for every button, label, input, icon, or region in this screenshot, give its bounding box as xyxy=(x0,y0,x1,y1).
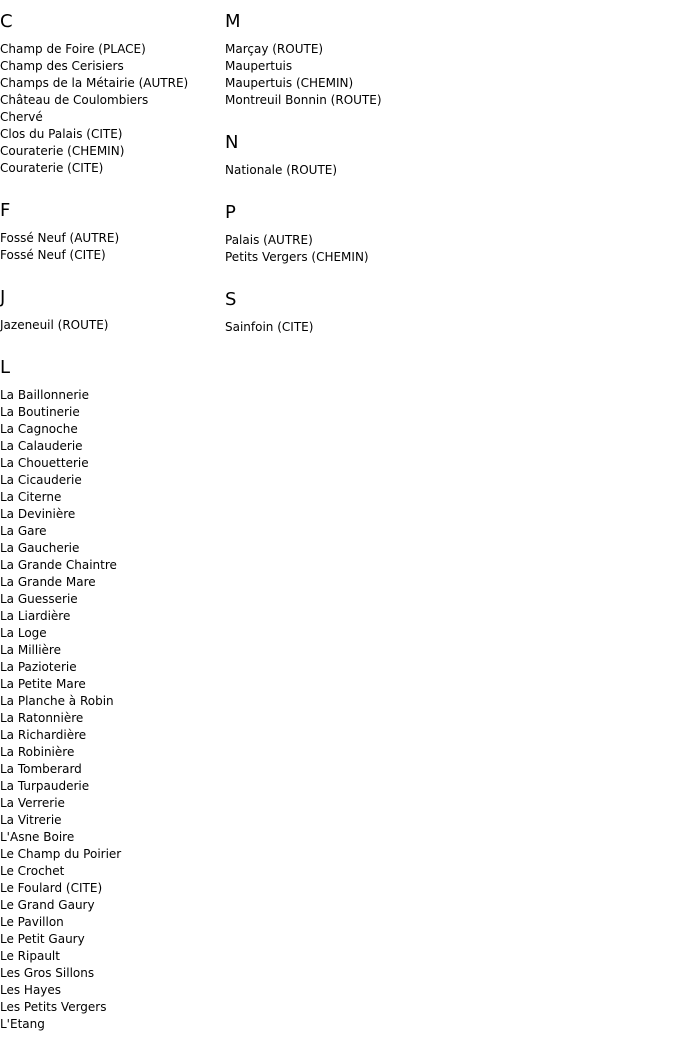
street-link-la-gare[interactable]: La Gare xyxy=(0,524,47,538)
street-link-la-robiniere[interactable]: La Robinière xyxy=(0,745,75,759)
street-list xyxy=(0,41,225,177)
street-link-la-grande-chaintre[interactable]: La Grande Chaintre xyxy=(0,558,117,572)
letter-heading: J xyxy=(0,287,6,308)
street-link-l-etang[interactable]: L'Etang xyxy=(0,1017,45,1031)
street-link-l-asne-boire[interactable]: L'Asne Boire xyxy=(0,830,75,844)
letter-heading: N xyxy=(225,132,239,153)
street-link-la-turpauderie[interactable]: La Turpauderie xyxy=(0,779,90,793)
street-list xyxy=(225,232,665,266)
street-link-le-pavillon[interactable]: Le Pavillon xyxy=(0,915,64,929)
street-link-la-boutinerie[interactable]: La Boutinerie xyxy=(0,405,80,419)
street-list xyxy=(0,387,225,1033)
street-list xyxy=(225,41,665,109)
street-link-fosse-neuf-cite[interactable]: Fossé Neuf (CITE) xyxy=(0,248,106,262)
letter-section-c xyxy=(0,11,225,177)
street-link-montreuil-bonnin-route[interactable]: Montreuil Bonnin (ROUTE) xyxy=(225,93,382,107)
street-link-la-chouetterie[interactable]: La Chouetterie xyxy=(0,456,89,470)
street-link-les-petits-vergers[interactable]: Les Petits Vergers xyxy=(0,1000,107,1014)
street-list xyxy=(225,162,665,179)
street-link-la-richardiere[interactable]: La Richardière xyxy=(0,728,87,742)
street-link-le-champ-du-poirier[interactable]: Le Champ du Poirier xyxy=(0,847,122,861)
street-link-la-citerne[interactable]: La Citerne xyxy=(0,490,62,504)
street-link-champ-des-cerisiers[interactable]: Champ des Cerisiers xyxy=(0,59,124,73)
letter-heading: F xyxy=(0,200,11,221)
street-link-clos-du-palais-cite[interactable]: Clos du Palais (CITE) xyxy=(0,127,123,141)
street-link-la-gaucherie[interactable]: La Gaucherie xyxy=(0,541,80,555)
street-link-les-gros-sillons[interactable]: Les Gros Sillons xyxy=(0,966,95,980)
street-link-le-petit-gaury[interactable]: Le Petit Gaury xyxy=(0,932,85,946)
street-link-marcay-route[interactable]: Marçay (ROUTE) xyxy=(225,42,324,56)
street-link-le-crochet[interactable]: Le Crochet xyxy=(0,864,65,878)
letter-heading: P xyxy=(225,202,236,223)
letter-heading: S xyxy=(225,289,237,310)
street-link-la-tomberard[interactable]: La Tomberard xyxy=(0,762,82,776)
street-link-nationale-route[interactable]: Nationale (ROUTE) xyxy=(225,163,338,177)
street-link-la-vitrerie[interactable]: La Vitrerie xyxy=(0,813,62,827)
street-link-la-ratonniere[interactable]: La Ratonnière xyxy=(0,711,84,725)
letter-heading: L xyxy=(0,357,11,378)
street-link-maupertuis-chemin[interactable]: Maupertuis (CHEMIN) xyxy=(225,76,354,90)
street-link-le-foulard-cite[interactable]: Le Foulard (CITE) xyxy=(0,881,103,895)
street-link-maupertuis[interactable]: Maupertuis xyxy=(225,59,293,73)
street-list xyxy=(0,230,225,264)
letter-section-l xyxy=(0,357,225,1033)
letter-section-s xyxy=(225,289,665,336)
street-link-le-grand-gaury[interactable]: Le Grand Gaury xyxy=(0,898,95,912)
street-link-la-cagnoche[interactable]: La Cagnoche xyxy=(0,422,78,436)
street-link-palais-autre[interactable]: Palais (AUTRE) xyxy=(225,233,313,247)
letter-section-m xyxy=(225,11,665,109)
letter-section-n xyxy=(225,132,665,179)
street-link-la-cicauderie[interactable]: La Cicauderie xyxy=(0,473,82,487)
street-link-cherve[interactable]: Chervé xyxy=(0,110,43,124)
street-link-la-baillonnerie[interactable]: La Baillonnerie xyxy=(0,388,90,402)
street-link-sainfoin-cite[interactable]: Sainfoin (CITE) xyxy=(225,320,314,334)
street-link-la-deviniere[interactable]: La Devinière xyxy=(0,507,76,521)
street-link-la-liardiere[interactable]: La Liardière xyxy=(0,609,71,623)
street-link-la-grande-mare[interactable]: La Grande Mare xyxy=(0,575,96,589)
street-link-couraterie-chemin[interactable]: Couraterie (CHEMIN) xyxy=(0,144,125,158)
street-link-la-planche-a-robin[interactable]: La Planche à Robin xyxy=(0,694,114,708)
street-link-jazeneuil-route[interactable]: Jazeneuil (ROUTE) xyxy=(0,318,109,332)
letter-section-p xyxy=(225,202,665,266)
street-link-chateau-de-coulombiers[interactable]: Château de Coulombiers xyxy=(0,93,149,107)
street-link-couraterie-cite[interactable]: Couraterie (CITE) xyxy=(0,161,104,175)
street-link-la-pazioterie[interactable]: La Pazioterie xyxy=(0,660,77,674)
street-link-la-loge[interactable]: La Loge xyxy=(0,626,47,640)
letter-heading: C xyxy=(0,11,13,32)
street-link-champ-de-foire-place[interactable]: Champ de Foire (PLACE) xyxy=(0,42,146,56)
street-link-la-verrerie[interactable]: La Verrerie xyxy=(0,796,65,810)
street-link-champs-de-la-metairie-autre[interactable]: Champs de la Métairie (AUTRE) xyxy=(0,76,189,90)
street-link-fosse-neuf-autre[interactable]: Fossé Neuf (AUTRE) xyxy=(0,231,120,245)
letter-heading: M xyxy=(225,11,241,32)
street-index-left-column xyxy=(0,0,225,1033)
letter-section-j xyxy=(0,287,225,334)
street-link-les-hayes[interactable]: Les Hayes xyxy=(0,983,62,997)
street-link-la-guesserie[interactable]: La Guesserie xyxy=(0,592,78,606)
street-list xyxy=(0,317,225,334)
street-link-la-petite-mare[interactable]: La Petite Mare xyxy=(0,677,86,691)
street-link-le-ripault[interactable]: Le Ripault xyxy=(0,949,60,963)
letter-section-f xyxy=(0,200,225,264)
street-list xyxy=(225,319,665,336)
street-link-la-calauderie[interactable]: La Calauderie xyxy=(0,439,83,453)
street-link-la-milliere[interactable]: La Millière xyxy=(0,643,61,657)
street-link-petits-vergers-chemin[interactable]: Petits Vergers (CHEMIN) xyxy=(225,250,369,264)
street-index-right-column xyxy=(225,0,665,336)
